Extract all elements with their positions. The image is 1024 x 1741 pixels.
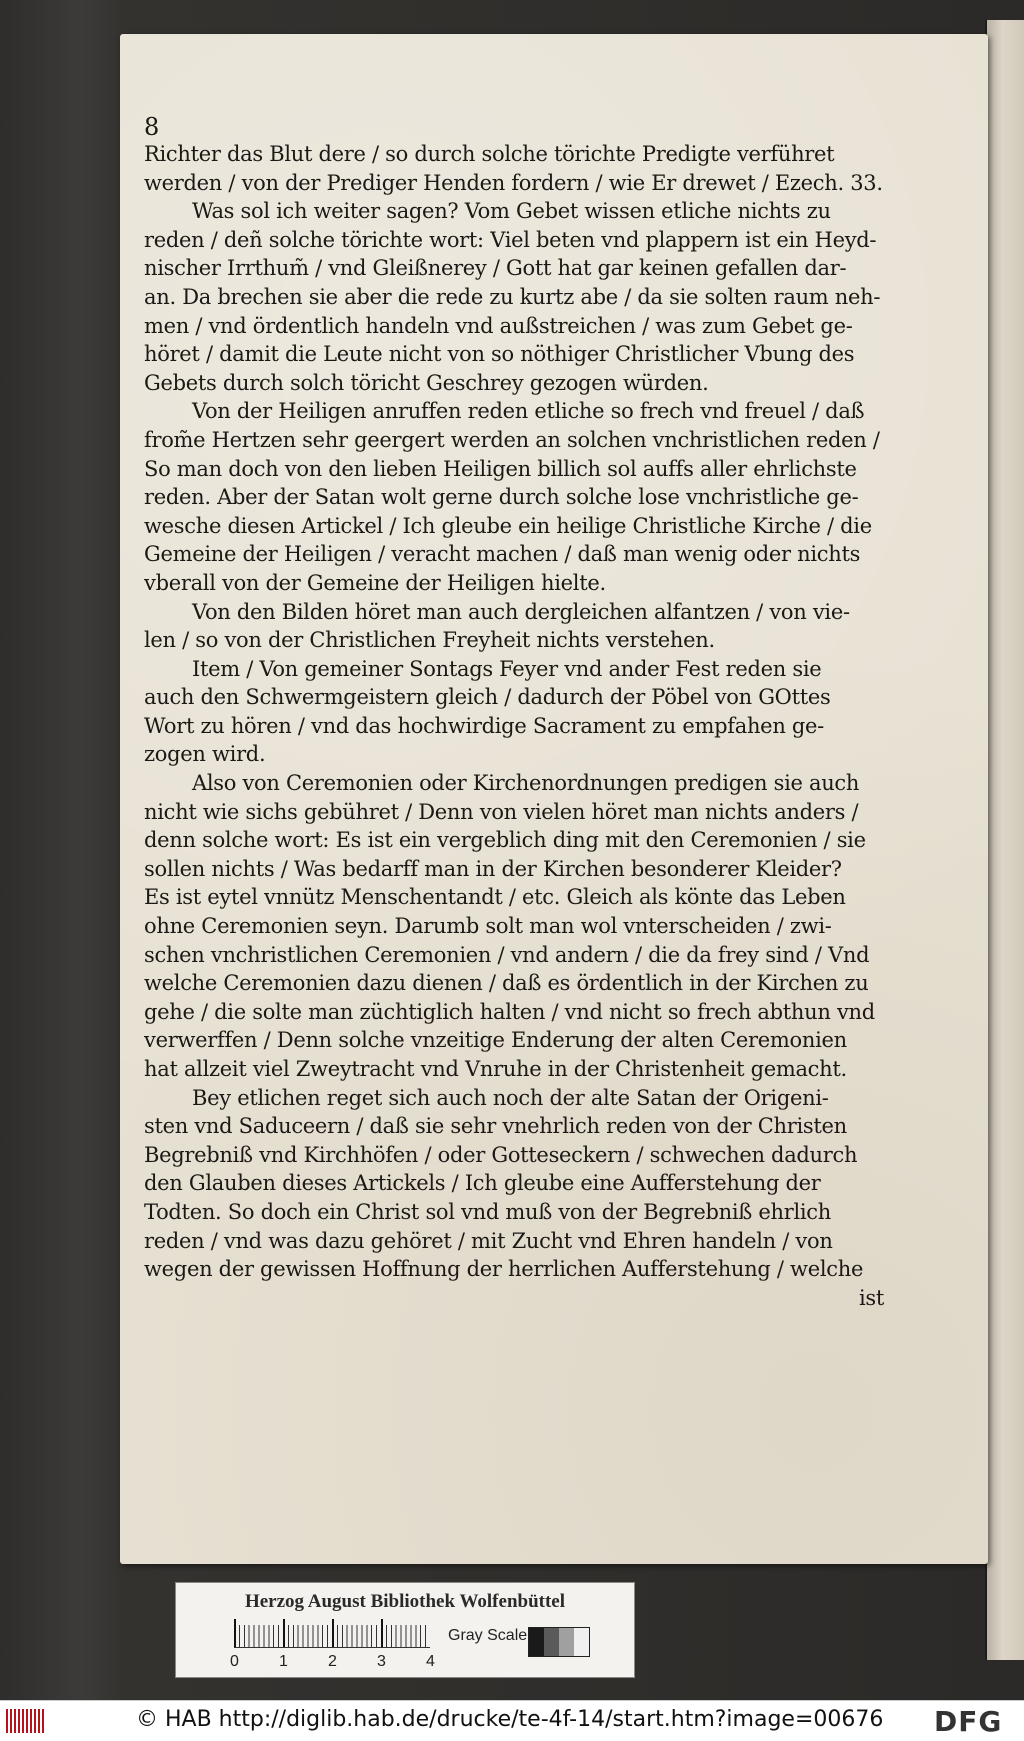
text-line: reden / deñ solche törichte wort: Viel beten vnd plappern ist ein Heyd- (144, 227, 877, 252)
text-line: nischer Irrthum̃ / vnd Gleißnerey / Gott hat gar keinen gefallen dar- (144, 256, 847, 281)
text-line: zogen wird. (144, 742, 266, 767)
text-line: Bey etlichen reget sich auch noch der alte Satan der Origeni- (192, 1085, 829, 1110)
ruler-major-ticks (234, 1619, 430, 1647)
text-line: Was sol ich weiter sagen? Vom Gebet wissen etliche nichts zu (192, 199, 831, 224)
gray-swatch (559, 1628, 574, 1656)
text-line: Item / Von gemeiner Sontags Feyer vnd ander Fest reden sie (192, 656, 822, 681)
text-line: verwerffen / Denn solche vnzeitige Enderung der alten Ceremonien (144, 1028, 847, 1053)
text-line: sten vnd Saduceern / daß sie sehr vnehrlich reden von der Christen (144, 1114, 847, 1139)
text-line: Begrebniß vnd Kirchhöfen / oder Gotteseckern / schwechen dadurch (144, 1142, 858, 1167)
text-line: denn solche wort: Es ist ein vergeblich ding mit den Ceremonien / sie (144, 828, 866, 853)
gray-scale (528, 1627, 590, 1657)
gray-swatch (544, 1628, 559, 1656)
text-line: Von der Heiligen anruffen reden etliche so frech vnd freuel / daß (192, 399, 865, 424)
text-line: ohne Ceremonien seyn. Darumb solt man wol vnterscheiden / zwi- (144, 914, 832, 939)
gray-swatch (574, 1628, 589, 1656)
catchword: ist (858, 1285, 884, 1310)
dfg-logo: DFG (934, 1705, 1003, 1738)
text-line: gehe / die solte man züchtiglich halten / vnd nicht so frech abthun vnd (144, 999, 875, 1024)
text-line: hat allzeit viel Zweytracht vnd Vnruhe in der Christenheit gemacht. (144, 1057, 847, 1081)
text-line: an. Da brechen sie aber die rede zu kurtz abe / da sie solten raum neh- (144, 284, 881, 309)
text-line: So man doch von den lieben Heiligen billich sol auffs aller ehrlichste (144, 456, 857, 481)
text-line: sollen nichts / Was bedarff man in der Kirchen besonderer Kleider? (144, 856, 842, 881)
ruler-number: 1 (279, 1653, 288, 1670)
text-line: Gebets durch solch töricht Geschrey gezogen würden. (144, 370, 709, 395)
text-line: reden. Aber der Satan wolt gerne durch solche lose vnchristliche ge- (144, 485, 859, 510)
text-line: nicht wie sichs gebühret / Denn von vielen höret man nichts anders / (144, 799, 859, 824)
text-line: schen vnchristlichen Ceremonien / vnd andern / die da frey sind / Vnd (144, 942, 870, 967)
text-line: Richter das Blut dere / so durch solche törichte Predigte verführet (144, 142, 835, 166)
text-line: reden / vnd was dazu gehöret / mit Zucht vnd Ehren handeln / von (144, 1228, 833, 1253)
text-line: len / so von der Christlichen Freyheit nichts verstehen. (144, 628, 715, 653)
text-line: wegen der gewissen Hoffnung der herrlichen Aufferstehung / welche (144, 1257, 864, 1282)
card-title: Herzog August Bibliothek Wolfenbüttel (244, 1591, 566, 1612)
text-line: men / vnd ördentlich handeln vnd außstreichen / was zum Gebet ge- (144, 313, 853, 338)
hab-logo-icon (6, 1709, 44, 1733)
footer-bar (0, 1700, 1024, 1741)
gray-swatch (529, 1628, 544, 1656)
next-page-edge (985, 20, 1024, 1660)
text-line: from̃e Hertzen sehr geergert werden an solchen vnchristlichen reden / (144, 427, 880, 452)
text-line: Also von Ceremonien oder Kirchenordnungen predigen sie auch (192, 771, 860, 796)
text-line: welche Ceremonien dazu dienen / daß es ördentlich in der Kirchen zu (144, 971, 869, 996)
text-line: den Glauben dieses Artickels / Ich gleube eine Aufferstehung der (144, 1171, 821, 1196)
text-line: vberall von der Gemeine der Heiligen hielte. (144, 570, 606, 595)
ruler-number: 4 (426, 1653, 435, 1670)
text-lines (144, 140, 902, 1284)
text-line: Gemeine der Heiligen / veracht machen / daß man wenig oder nichts (144, 542, 861, 567)
page-text (144, 110, 902, 1312)
ruler-number: 2 (328, 1653, 337, 1670)
gray-scale-label: Gray Scale (448, 1627, 528, 1644)
color-calibration-card (175, 1582, 635, 1678)
footer-url[interactable]: © HAB http://diglib.hab.de/drucke/te-4f-14/start.htm?image=00676 (136, 1707, 884, 1732)
page-number: 8 (144, 113, 159, 141)
text-line: werden / von der Prediger Henden fordern / wie Er drewet / Ezech. 33. (144, 170, 883, 195)
ruler-number: 0 (230, 1653, 239, 1670)
text-line: wesche diesen Artickel / Ich gleube ein heilige Christliche Kirche / die (144, 513, 872, 538)
text-line: auch den Schwermgeistern gleich / dadurch der Pöbel von GOttes (144, 685, 831, 710)
text-line: Es ist eytel vnnütz Menschentandt / etc. Gleich als könte das Leben (144, 885, 846, 910)
text-line: höret / damit die Leute nicht von so nöthiger Christlicher Vbung des (144, 342, 855, 367)
ruler-number: 3 (377, 1653, 386, 1670)
text-line: Todten. So doch ein Christ sol vnd muß von der Begrebniß ehrlich (144, 1199, 831, 1224)
text-line: Wort zu hören / vnd das hochwirdige Sacrament zu empfahen ge- (144, 713, 824, 738)
text-line: Von den Bilden höret man auch dergleichen alfantzen / von vie- (192, 599, 850, 624)
